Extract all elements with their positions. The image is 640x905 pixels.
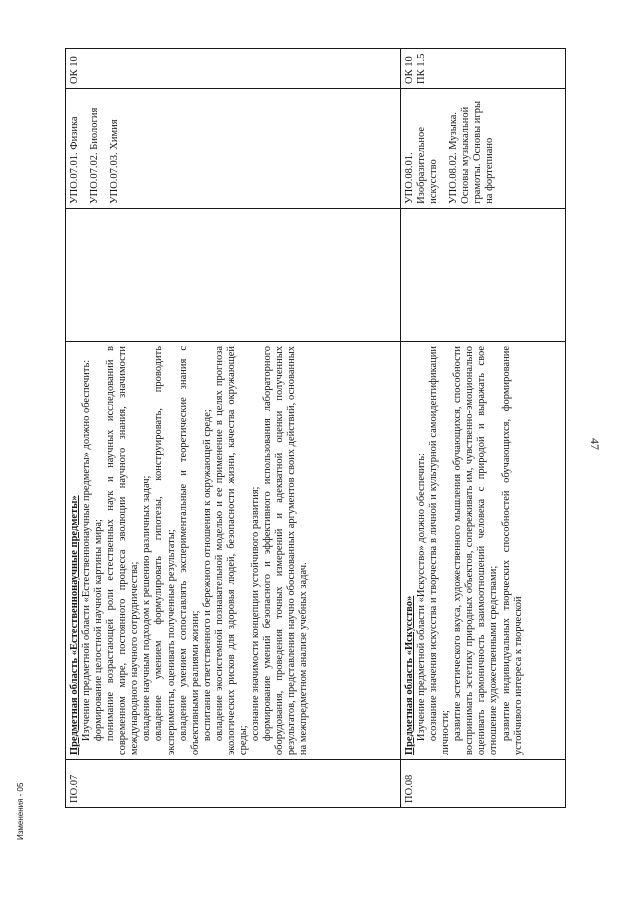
paragraph: воспитание ответственного и бережного отношения к окружающей среде; <box>201 409 213 742</box>
competency-code: ОК 10 <box>404 56 415 84</box>
page-number: 47 <box>588 438 602 450</box>
paragraph: формирование умений безопасного и эффективного использования лабораторного оборудования, проведения точных измерений и адекватной оценки полученных результатов, представления научно обоснованных аргументов своих действий, основанных на межпредметном анализе учебных задач. <box>262 345 310 756</box>
paragraph: овладение экосистемной познавательной моделью и ее применение в целях прогноза экологических рисков для здоровья людей, безопасности жизни, качества окружающей среды; <box>213 345 249 756</box>
competency-code: ПК 1.5 <box>416 53 428 84</box>
area-title: Предметная область «Искусство» <box>404 595 415 756</box>
paragraph: овладение умением сопоставлять экспериментальные и теоретические знания с объективными реалиями жизни; <box>177 345 201 756</box>
empty-cell <box>401 208 566 341</box>
area-title: Предметная область «Естественнонаучные предметы» <box>69 495 80 756</box>
subject-areas-table <box>65 48 566 808</box>
paragraph: формирование целостной научной картины мира; <box>93 519 105 742</box>
area-description-cell <box>66 341 401 759</box>
subject-item: УПО.07.03. Химия <box>109 119 121 204</box>
paragraph: осознание значения искусства и творчества в личной и культурной самоидентификации личности; <box>428 345 452 756</box>
paragraph: осознание значимости концепции устойчивого развития; <box>249 486 261 742</box>
area-description-cell <box>401 341 566 759</box>
paragraph: Изучение предметной области «Естественнонаучные предметы» должно обеспечить: <box>81 359 93 742</box>
paragraph: развитие индивидуальных творческих способностей обучающихся, формирование устойчивого интереса к творческой <box>500 345 524 756</box>
subjects-cell <box>401 88 566 208</box>
area-code-cell: ПО.07 <box>66 760 401 808</box>
table-row <box>66 49 401 808</box>
competencies-cell <box>66 49 401 89</box>
empty-cell <box>66 208 401 341</box>
subject-item: УПО.08.02. Музыка. Основы музыкальной грамоты. Основы игры на фортепиано <box>448 100 496 204</box>
subjects-cell <box>66 88 401 208</box>
subject-item: УПО.07.01. Физика <box>69 116 80 204</box>
competencies-cell <box>401 49 566 89</box>
paragraph: развитие эстетического вкуса, художественного мышления обучающихся, способности воспринимать эстетику природных объектов, сопереживать им, чувственно-эмоционально оценивать гармоничность взаимоотношений человека с природой и выражать свое отношение художественными средствами; <box>452 345 500 756</box>
paragraph: Изучение предметной области «Искусство» должно обеспечить: <box>416 453 428 742</box>
table-row <box>401 49 566 808</box>
competency-code: ОК 10 <box>69 56 80 84</box>
subject-item: УПО.08.01. Изобразительное искусство <box>404 126 440 204</box>
paragraph: понимание возрастающей роли естественных наук и научных исследований в современном мире, постоянного процесса эволюции научного знания, значимости международного научного сотрудничества; <box>105 345 141 756</box>
paragraph: овладение умением формулировать гипотезы, конструировать, проводить эксперименты, оценивать полученные результаты; <box>153 345 177 756</box>
document-table-rotated <box>65 48 565 808</box>
paragraph: овладение научным подходом к решению различных задач; <box>141 475 153 742</box>
area-code-cell: ПО.08 <box>401 760 566 808</box>
subject-item: УПО.07.02. Биология <box>89 107 101 204</box>
footer-note: Изменения - 05 <box>16 782 25 840</box>
